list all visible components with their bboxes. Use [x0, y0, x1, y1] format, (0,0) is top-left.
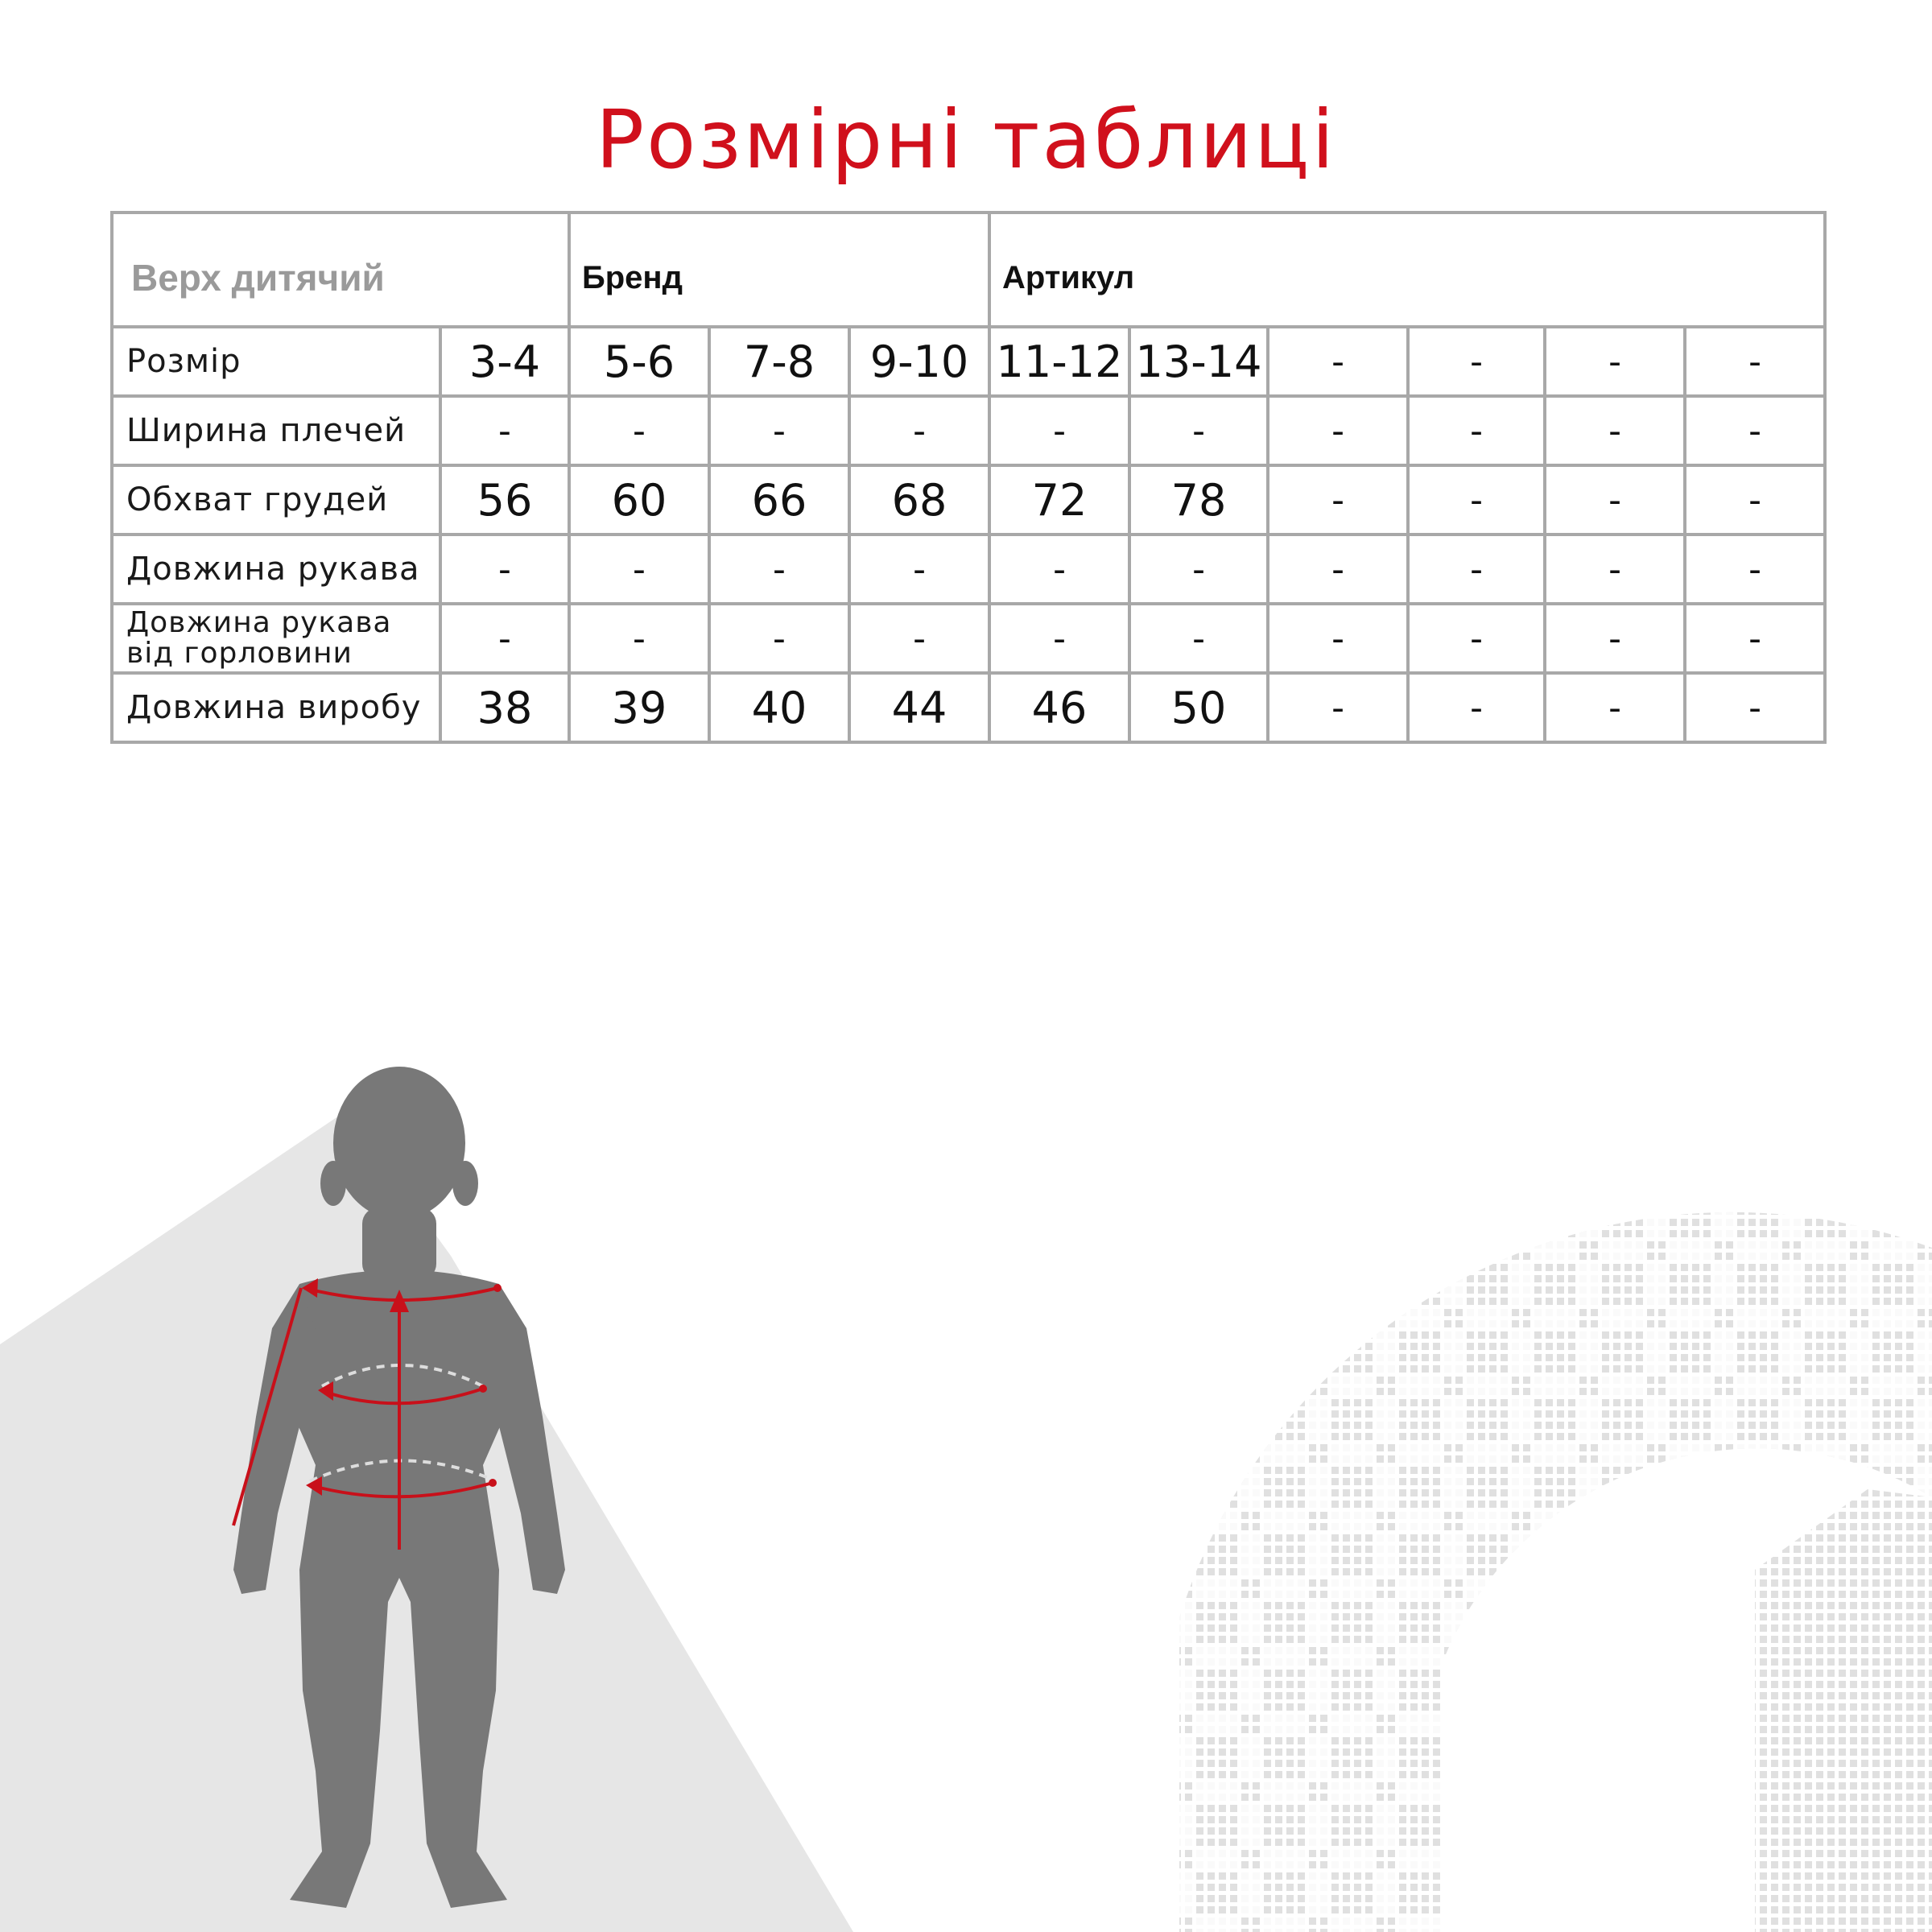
brand-label: Бренд — [569, 213, 989, 327]
table-cell: 7-8 — [709, 327, 849, 396]
table-cell: - — [1545, 396, 1685, 465]
table-cell: - — [1408, 396, 1545, 465]
table-row — [112, 673, 1825, 742]
size-table — [110, 211, 1827, 744]
table-cell: - — [989, 535, 1129, 604]
table-row — [112, 465, 1825, 535]
table-cell: - — [1408, 673, 1545, 742]
category-label: Верх дитячий — [112, 213, 569, 327]
table-cell: - — [1129, 396, 1268, 465]
table-cell: - — [1408, 535, 1545, 604]
row-label: Ширина плечей — [112, 396, 440, 465]
row-label: Обхват грудей — [112, 465, 440, 535]
table-cell: 38 — [440, 673, 569, 742]
article-label: Артикул — [989, 213, 1825, 327]
table-cell: - — [849, 535, 989, 604]
table-cell: 66 — [709, 465, 849, 535]
table-cell: - — [569, 396, 709, 465]
row-label: Розмір — [112, 327, 440, 396]
table-cell: - — [1268, 327, 1408, 396]
table-row — [112, 604, 1825, 673]
table-cell: - — [440, 535, 569, 604]
table-cell: - — [849, 396, 989, 465]
table-cell: - — [1685, 396, 1825, 465]
table-cell: 72 — [989, 465, 1129, 535]
row-label: Довжина рукава — [112, 535, 440, 604]
table-cell: - — [1268, 535, 1408, 604]
table-cell: - — [709, 396, 849, 465]
table-cell: 3-4 — [440, 327, 569, 396]
table-cell: - — [1129, 604, 1268, 673]
table-cell: - — [1268, 465, 1408, 535]
table-cell: 50 — [1129, 673, 1268, 742]
table-cell: - — [849, 604, 989, 673]
table-cell: - — [440, 396, 569, 465]
table-cell: 68 — [849, 465, 989, 535]
table-cell: - — [1268, 673, 1408, 742]
table-row — [112, 396, 1825, 465]
table-cell: - — [1545, 673, 1685, 742]
page-title: Розмірні таблиці — [595, 93, 1337, 187]
table-cell: 11-12 — [989, 327, 1129, 396]
table-cell: - — [1685, 465, 1825, 535]
table-cell: - — [1545, 604, 1685, 673]
table-cell: - — [1685, 604, 1825, 673]
table-cell: 9-10 — [849, 327, 989, 396]
table-cell: 44 — [849, 673, 989, 742]
table-cell: - — [1408, 604, 1545, 673]
table-cell: - — [569, 604, 709, 673]
table-cell: - — [1685, 673, 1825, 742]
table-cell: 13-14 — [1129, 327, 1268, 396]
table-cell: - — [989, 604, 1129, 673]
table-cell: - — [1685, 327, 1825, 396]
embroidery-ornament — [1179, 1212, 1932, 1932]
row-label: Довжина рукава від горловини — [112, 604, 440, 673]
table-cell: 39 — [569, 673, 709, 742]
table-cell: - — [709, 604, 849, 673]
table-cell: - — [1129, 535, 1268, 604]
table-cell: - — [1408, 327, 1545, 396]
table-cell: 78 — [1129, 465, 1268, 535]
table-cell: - — [1685, 535, 1825, 604]
table-cell: 40 — [709, 673, 849, 742]
table-row — [112, 535, 1825, 604]
table-cell: - — [440, 604, 569, 673]
table-cell: - — [709, 535, 849, 604]
table-cell: - — [1268, 604, 1408, 673]
table-cell: - — [1545, 535, 1685, 604]
table-cell: - — [1408, 465, 1545, 535]
table-cell: - — [989, 396, 1129, 465]
table-cell: - — [1545, 465, 1685, 535]
table-cell: - — [569, 535, 709, 604]
table-cell: 5-6 — [569, 327, 709, 396]
table-cell: 60 — [569, 465, 709, 535]
table-header-row — [112, 213, 1825, 327]
row-label: Довжина виробу — [112, 673, 440, 742]
table-cell: - — [1545, 327, 1685, 396]
table-cell: 46 — [989, 673, 1129, 742]
table-cell: - — [1268, 396, 1408, 465]
table-row — [112, 327, 1825, 396]
table-cell: 56 — [440, 465, 569, 535]
